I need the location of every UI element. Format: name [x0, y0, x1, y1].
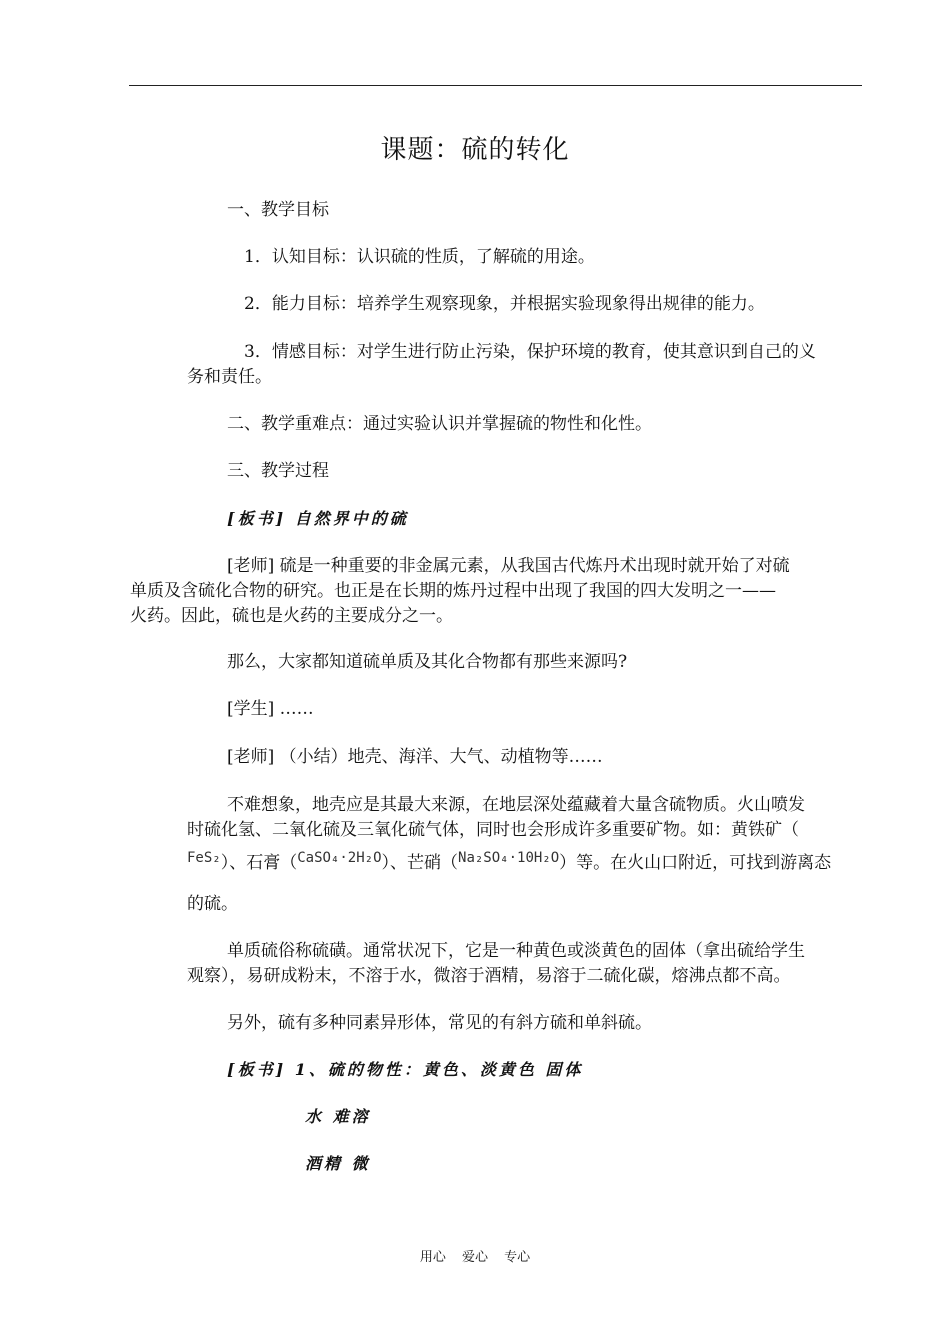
- goal-1: 1．认知目标：认识硫的性质，了解硫的用途。: [244, 247, 595, 267]
- page-title: 课题：硫的转化: [380, 135, 570, 165]
- board-note-2-line3: 酒精 微: [305, 1154, 371, 1173]
- source-line-3-c: ）等。在火山口附近，可找到游离态: [559, 853, 832, 873]
- source-line-3: [187, 852, 831, 875]
- element-line-1: 单质硫俗称硫磺。通常状况下，它是一种黄色或淡黄色的固体（拿出硫给学生: [227, 941, 805, 961]
- goal-2: 2．能力目标：培养学生观察现象，并根据实验现象得出规律的能力。: [244, 294, 765, 314]
- teacher-line-3: 火药。因此，硫也是火药的主要成分之一。: [130, 606, 453, 626]
- board-note-1: [板书] 自然界中的硫: [227, 509, 409, 528]
- formula-mirabilite: Na₂SO₄·10H₂O: [458, 850, 560, 866]
- page-footer: 用心 爱心 专心: [419, 1250, 531, 1265]
- goal-3-line2: 务和责任。: [187, 367, 272, 387]
- section-1-heading: 一、教学目标: [227, 200, 329, 220]
- source-line-2: 时硫化氢、二氧化硫及三氧化硫气体，同时也会形成许多重要矿物。如：黄铁矿（: [187, 820, 799, 840]
- teacher-summary: [老师] （小结）地壳、海洋、大气、动植物等……: [227, 747, 603, 767]
- goal-3-line1: 3．情感目标：对学生进行防止污染，保护环境的教育，使其意识到自己的义: [244, 342, 816, 362]
- element-line-2: 观察），易研成粉末，不溶于水，微溶于酒精，易溶于二硫化碳，熔沸点都不高。: [187, 966, 791, 986]
- section-2-heading: 二、教学重难点：通过实验认识并掌握硫的物性和化性。: [227, 414, 652, 434]
- teacher-line-1: [老师] 硫是一种重要的非金属元素，从我国古代炼丹术出现时就开始了对硫: [227, 556, 790, 576]
- question: 那么，大家都知道硫单质及其化合物都有那些来源吗?: [227, 652, 628, 672]
- board-note-2-line2: 水 难溶: [305, 1107, 371, 1126]
- source-line-3-a: ）、石膏（: [220, 853, 298, 873]
- header-rule: [129, 85, 862, 86]
- board-note-2-line1: [板书] 1、硫的物性：黄色、淡黄色 固体: [227, 1060, 584, 1079]
- formula-gypsum: CaSO₄·2H₂O: [297, 850, 382, 866]
- student-reply: [学生] ……: [227, 699, 314, 719]
- teacher-line-2: 单质及含硫化合物的研究。也正是在长期的炼丹过程中出现了我国的四大发明之一——: [130, 581, 776, 601]
- source-line-4: 的硫。: [187, 894, 238, 914]
- source-line-1: 不难想象，地壳应是其最大来源，在地层深处蕴藏着大量含硫物质。火山喷发: [227, 795, 805, 815]
- section-3-heading: 三、教学过程: [227, 461, 329, 481]
- allotrope-line: 另外，硫有多种同素异形体，常见的有斜方硫和单斜硫。: [227, 1013, 652, 1033]
- source-line-3-b: ）、芒硝（: [381, 853, 459, 873]
- formula-fes2: FeS₂: [187, 850, 221, 866]
